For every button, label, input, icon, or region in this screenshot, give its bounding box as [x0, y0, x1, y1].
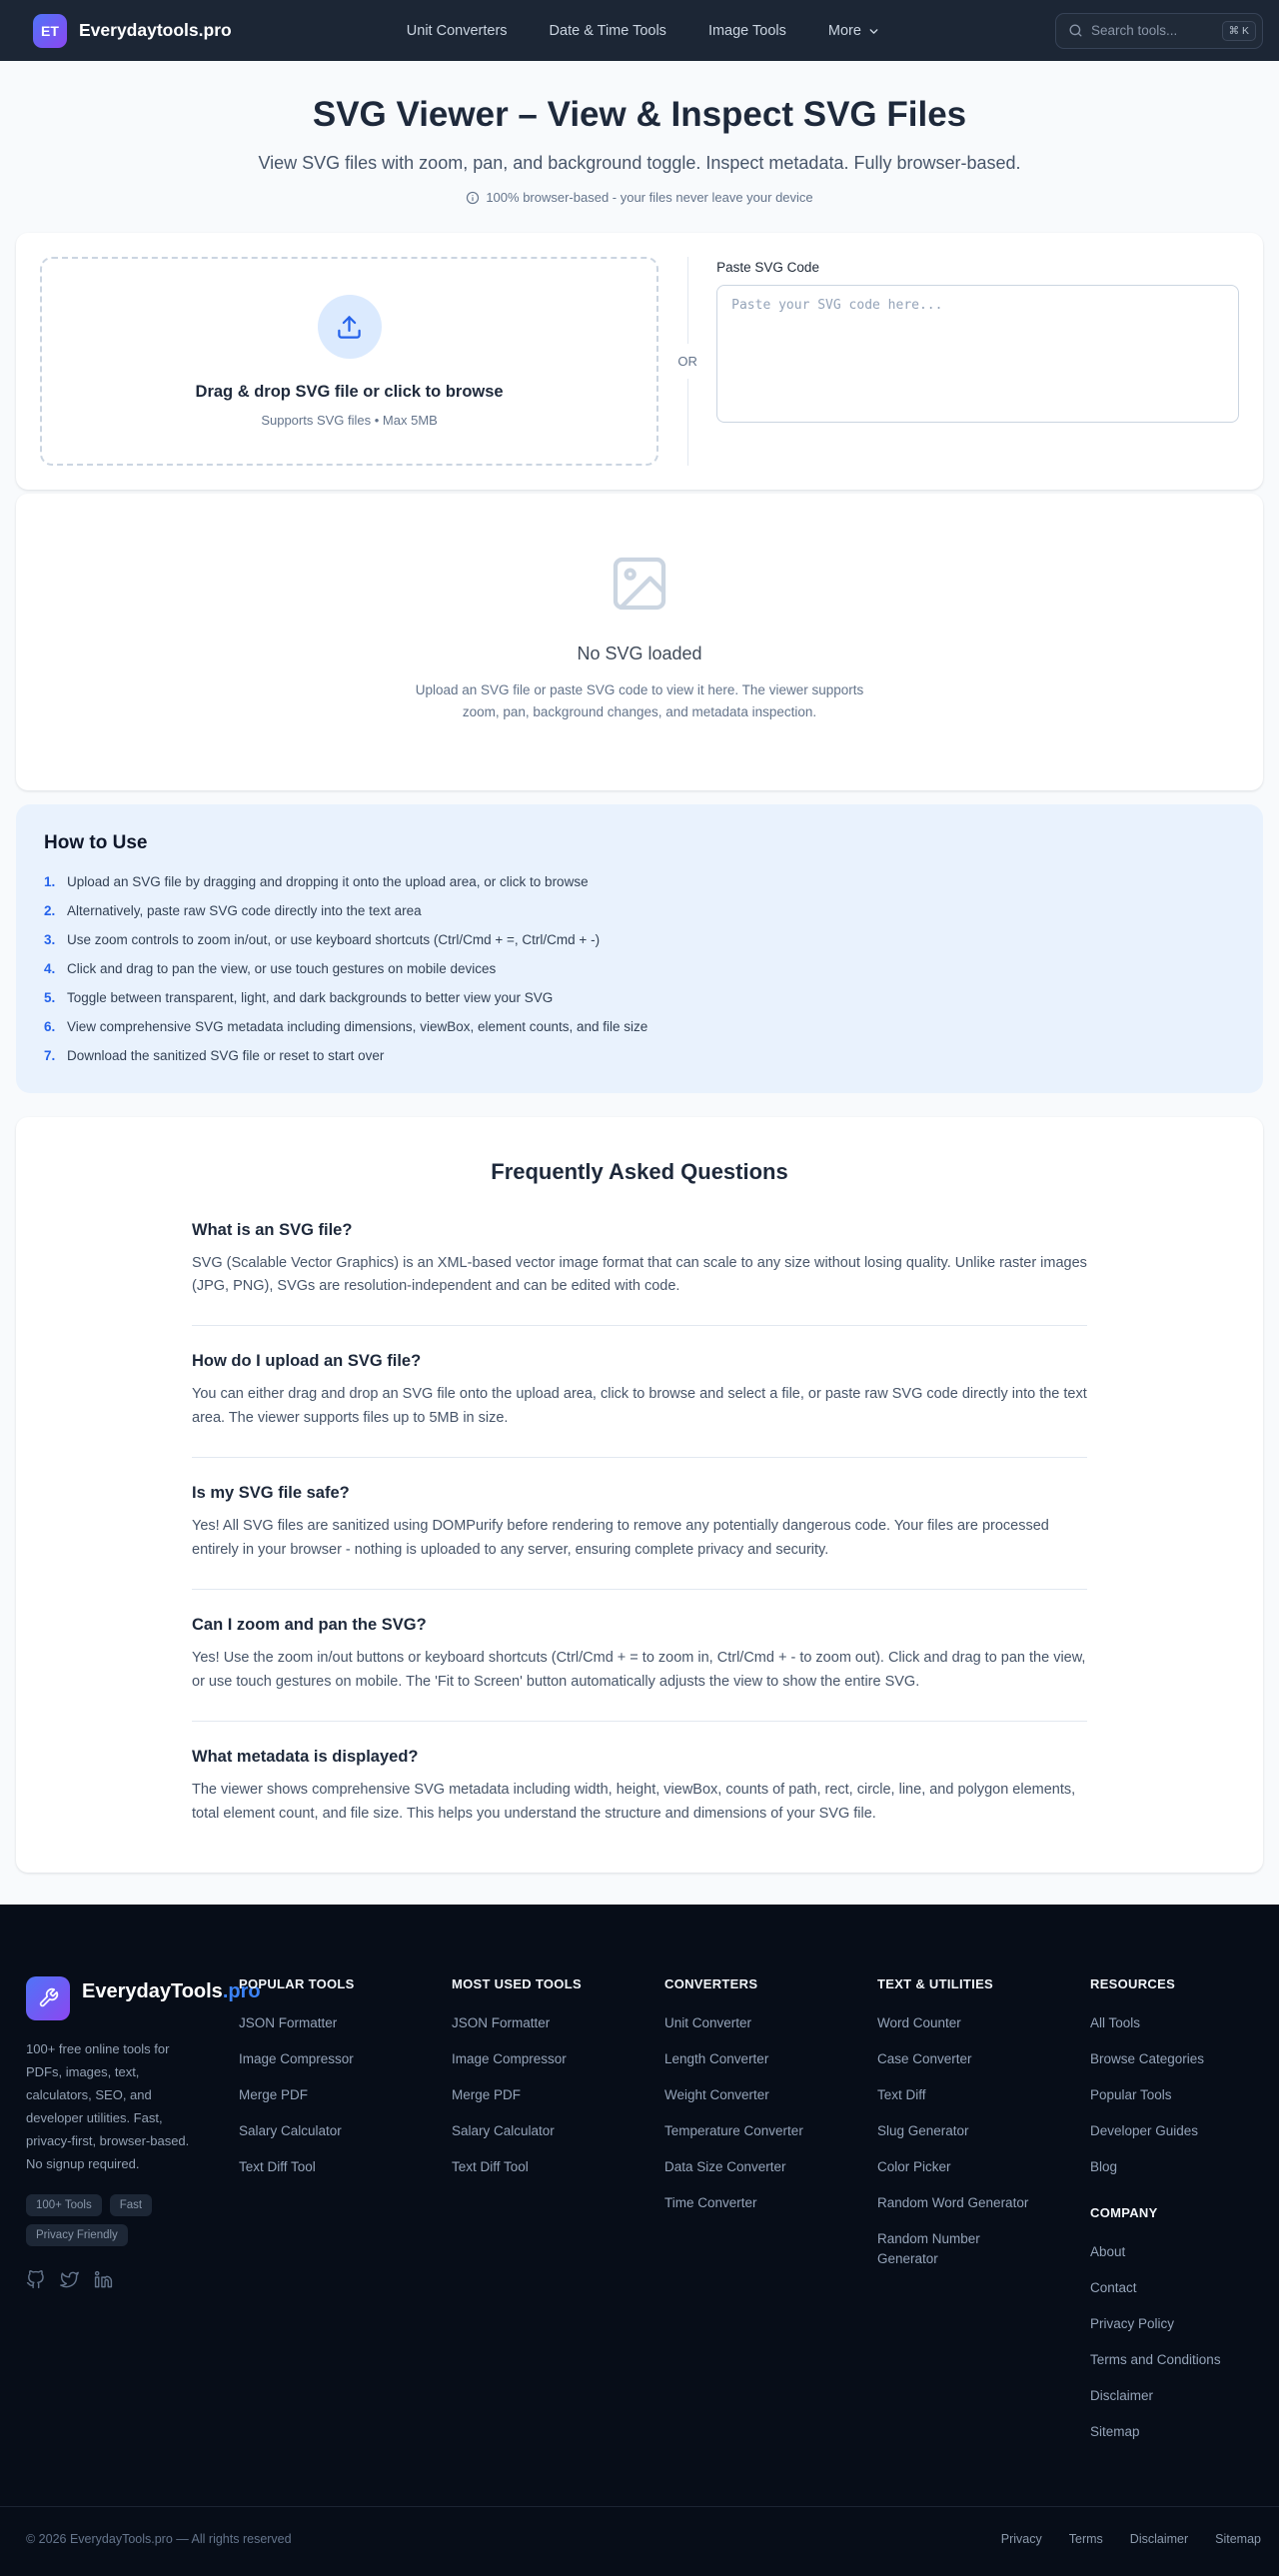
faq-answer: You can either drag and drop an SVG file onto the upload area, click to browse and select a file, or paste raw SVG code directly into the text area. The viewer supports files up to 5MB in size.: [192, 1386, 1087, 1427]
faq-answer: The viewer shows comprehensive SVG metadata including width, height, viewBox, counts of path, rect, circle, line, and polygon elements, total element count, and file size. This helps you understand the structure and dimensions of your SVG file.: [192, 1781, 1076, 1822]
footer-link-item: [239, 2121, 391, 2141]
footer-link-item: [664, 2085, 816, 2105]
footer-link[interactable]: Privacy Policy: [1090, 2315, 1175, 2331]
footer-brand-name: [82, 1978, 261, 2005]
footer-bottom-link[interactable]: Privacy: [1000, 2531, 1042, 2546]
footer-column-title: CONVERTERS: [664, 1975, 758, 1991]
footer-link[interactable]: JSON Formatter: [452, 2014, 551, 2030]
divider-line-top: [687, 257, 688, 344]
upload-card: [16, 233, 1263, 490]
footer-link[interactable]: Developer Guides: [1090, 2122, 1199, 2138]
dropzone-hint: Supports SVG files • Max 5MB: [261, 413, 438, 428]
footer-brand-head[interactable]: [26, 1976, 261, 2020]
faq-list: [192, 1221, 1087, 1827]
footer-link[interactable]: Text Diff: [877, 2086, 926, 2102]
step-number: 4.: [44, 960, 56, 976]
footer-column: [239, 1976, 405, 2458]
search-box[interactable]: [1055, 13, 1263, 49]
page-subtitle: View SVG files with zoom, pan, and background toggle. Inspect metadata. Fully browser-based.: [258, 153, 1021, 173]
footer-link[interactable]: Length Converter: [664, 2050, 769, 2066]
footer-bottom-link[interactable]: Terms: [1068, 2531, 1103, 2546]
footer-column-title: COMPANY: [1090, 2204, 1158, 2220]
faq-divider: [192, 1457, 1087, 1458]
footer-link[interactable]: Disclaimer: [1090, 2387, 1154, 2403]
footer-link[interactable]: Word Counter: [877, 2014, 961, 2030]
footer-bottom-link[interactable]: Sitemap: [1215, 2531, 1261, 2546]
footer-badge: 100+ Tools: [26, 2194, 102, 2216]
footer-link[interactable]: Random Number Generator: [877, 2231, 980, 2266]
footer-link[interactable]: Terms and Conditions: [1090, 2351, 1221, 2367]
footer-link[interactable]: Slug Generator: [877, 2122, 969, 2138]
footer-link-item: [452, 2121, 604, 2141]
footer-brand: [26, 1976, 261, 2458]
nav-more[interactable]: [828, 23, 880, 39]
howto-step: [44, 874, 1235, 889]
viewer-empty-description: Upload an SVG file or paste SVG code to view it here. The viewer supports zoom, pan, background changes, and metadata inspection.: [415, 682, 864, 720]
twitter-icon[interactable]: [60, 2270, 79, 2289]
copyright-text: © 2026 EverydayTools.pro — All rights reserved: [26, 2531, 292, 2546]
footer-link[interactable]: All Tools: [1090, 2014, 1141, 2030]
footer-bottom-links: [1001, 2532, 1261, 2546]
search-shortcut-kbd: ⌘ K: [1222, 21, 1256, 41]
faq-question: Is my SVG file safe?: [192, 1484, 350, 1503]
footer-bottom-bar: [0, 2506, 1279, 2576]
faq-answer: SVG (Scalable Vector Graphics) is an XML-based vector image format that can scale to any size without losing quality. Unlike raster images (JPG, PNG), SVGs are resolution-independent and can be edited with code.: [192, 1254, 1087, 1295]
footer-link-item: [1090, 2278, 1242, 2298]
site-header: [0, 0, 1279, 61]
howto-steps: [44, 874, 1235, 1063]
footer-link[interactable]: Text Diff Tool: [239, 2159, 316, 2174]
footer-links: [664, 2013, 816, 2213]
howto-step: [44, 961, 1235, 976]
footer-link[interactable]: Merge PDF: [239, 2086, 309, 2102]
footer-link-item: [664, 2013, 816, 2033]
footer-column: [664, 1976, 830, 2458]
footer-column: [1090, 1976, 1256, 2458]
footer-link-item: [239, 2157, 391, 2177]
footer-link[interactable]: Random Word Generator: [877, 2195, 1029, 2211]
footer-badges: [26, 2194, 198, 2246]
upload-icon-circle: [318, 295, 382, 359]
footer-description: 100+ free online tools for PDFs, images, text, calculators, SEO, and developer utilities. Fast, privacy-first, browser-based. No signup required.: [26, 2040, 190, 2172]
or-divider: [658, 257, 716, 466]
footer-link[interactable]: JSON Formatter: [239, 2014, 338, 2030]
faq-item: [192, 1616, 1087, 1695]
search-placeholder: Search tools...: [1091, 23, 1178, 38]
howto-step: [44, 903, 1235, 918]
footer-link-item: [1090, 2157, 1242, 2177]
privacy-note-text: 100% browser-based - your files never leave your device: [486, 190, 813, 205]
step-number: 6.: [44, 1018, 56, 1034]
footer-link[interactable]: Salary Calculator: [239, 2122, 342, 2138]
footer-link-item: [664, 2193, 816, 2213]
faq-divider: [192, 1721, 1087, 1722]
brand-logo-text: ET: [41, 22, 59, 39]
footer-brand-name-main: EverydayTools: [82, 1979, 223, 2002]
faq-question: Can I zoom and pan the SVG?: [192, 1616, 427, 1635]
footer-link-item: [239, 2013, 391, 2033]
faq-divider: [192, 1589, 1087, 1590]
footer-link-item: [877, 2013, 1029, 2033]
footer-link-item: [877, 2229, 1029, 2268]
footer-column-title: RESOURCES: [1090, 1975, 1176, 1991]
svg-viewer-card: [16, 494, 1263, 790]
footer-column-title: TEXT & UTILITIES: [877, 1975, 994, 1991]
footer-link-item: [452, 2049, 604, 2069]
search-icon: [1068, 23, 1083, 38]
main-container: [16, 233, 1263, 1873]
footer-links: [239, 2013, 391, 2177]
upload-icon: [336, 314, 363, 341]
footer-column: [452, 1976, 618, 2458]
step-text: View comprehensive SVG metadata including dimensions, viewBox, element counts, and file size: [67, 1018, 648, 1034]
privacy-note: [40, 190, 1239, 205]
footer-link-item: [877, 2157, 1029, 2177]
main-nav: [407, 23, 880, 39]
footer-link-item: [664, 2049, 816, 2069]
brand-name: Everydaytools.pro: [79, 20, 232, 40]
footer-column-title: POPULAR TOOLS: [239, 1975, 355, 1991]
footer-link-item: [1090, 2049, 1242, 2069]
footer-link[interactable]: Temperature Converter: [664, 2122, 803, 2138]
github-icon[interactable]: [26, 2270, 45, 2289]
footer-link-item: [239, 2049, 391, 2069]
faq-answer: Yes! Use the zoom in/out buttons or keyboard shortcuts (Ctrl/Cmd + = to zoom in, Ctrl/Cmd + - to zoom out). Click and drag to pan the view, or use touch gestures on mobile. The 'Fit to Screen' button automatically adjusts the view to show the entire SVG.: [192, 1650, 1086, 1690]
wrench-icon: [38, 1987, 59, 2008]
howto-step: [44, 1048, 1235, 1063]
step-text: Use zoom controls to zoom in/out, or use keyboard shortcuts (Ctrl/Cmd + =, Ctrl/Cmd + -): [67, 931, 601, 947]
footer-link[interactable]: Image Compressor: [452, 2050, 567, 2066]
viewer-empty-title: No SVG loaded: [577, 644, 702, 663]
page-title: SVG Viewer – View & Inspect SVG Files: [312, 95, 967, 134]
howto-step: [44, 932, 1235, 947]
footer-links: [1090, 2013, 1242, 2177]
step-number: 2.: [44, 902, 56, 918]
step-text: Click and drag to pan the view, or use touch gestures on mobile devices: [67, 960, 497, 976]
footer-column-title: MOST USED TOOLS: [452, 1975, 582, 1991]
footer-link[interactable]: Blog: [1090, 2159, 1118, 2174]
footer-link-item: [1090, 2085, 1242, 2105]
footer-link-item: [1090, 2242, 1242, 2262]
brand-logo: [33, 14, 67, 48]
footer-brand-name-suffix: .pro: [222, 1979, 261, 2002]
howto-step: [44, 1019, 1235, 1034]
footer-link-item: [1090, 2121, 1242, 2141]
nav-link[interactable]: Image Tools: [707, 22, 786, 39]
svg-code-input[interactable]: [716, 285, 1239, 423]
footer-link[interactable]: Case Converter: [877, 2050, 972, 2066]
step-number: 5.: [44, 989, 56, 1005]
footer-link-item: [1090, 2013, 1242, 2033]
header-brand[interactable]: [33, 14, 232, 48]
faq-item: [192, 1748, 1087, 1827]
faq-question: What metadata is displayed?: [192, 1747, 419, 1766]
footer-link[interactable]: Unit Converter: [664, 2014, 752, 2030]
howto-step: [44, 990, 1235, 1005]
footer-link-item: [452, 2013, 604, 2033]
footer-badge: Fast: [110, 2194, 152, 2216]
step-text: Download the sanitized SVG file or reset to start over: [67, 1047, 385, 1063]
chevron-down-icon: [867, 23, 880, 38]
file-dropzone[interactable]: [40, 257, 658, 466]
faq-title: Frequently Asked Questions: [491, 1158, 788, 1184]
faq-divider: [192, 1325, 1087, 1326]
faq-item: [192, 1221, 1087, 1300]
dropzone-title: Drag & drop SVG file or click to browse: [195, 383, 504, 401]
nav-link[interactable]: Date & Time Tools: [549, 22, 666, 39]
footer-link-item: [1090, 2314, 1242, 2334]
footer-links: [1090, 2242, 1242, 2442]
footer-link-item: [1090, 2386, 1242, 2406]
nav-link[interactable]: Unit Converters: [406, 22, 508, 39]
footer-link-item: [877, 2193, 1029, 2213]
footer-link[interactable]: Text Diff Tool: [452, 2159, 529, 2174]
faq-question: What is an SVG file?: [192, 1220, 353, 1239]
footer-column: [877, 1976, 1043, 2458]
nav-more-label: More: [827, 22, 861, 39]
footer-columns: [0, 1905, 1279, 2458]
step-text: Alternatively, paste raw SVG code directly into the text area: [67, 902, 422, 918]
footer-link[interactable]: Sitemap: [1090, 2423, 1140, 2439]
footer-link[interactable]: Popular Tools: [1090, 2086, 1172, 2102]
footer-bottom-link[interactable]: Disclaimer: [1129, 2531, 1189, 2546]
step-text: Toggle between transparent, light, and dark backgrounds to better view your SVG: [67, 989, 554, 1005]
step-text: Upload an SVG file by dragging and dropping it onto the upload area, or click to browse: [67, 873, 589, 889]
footer-link-item: [452, 2157, 604, 2177]
footer-link[interactable]: Image Compressor: [239, 2050, 354, 2066]
footer-link[interactable]: Browse Categories: [1090, 2050, 1205, 2066]
footer-link-item: [1090, 2422, 1242, 2442]
footer-link[interactable]: Data Size Converter: [664, 2159, 786, 2174]
footer-link[interactable]: Color Picker: [877, 2159, 951, 2174]
hero-section: [0, 61, 1279, 233]
image-placeholder-icon: [608, 552, 671, 616]
info-icon: [466, 191, 480, 205]
footer-link[interactable]: About: [1090, 2243, 1126, 2259]
footer-link-item: [452, 2085, 604, 2105]
footer-link-item: [877, 2049, 1029, 2069]
footer-link[interactable]: Contact: [1090, 2279, 1137, 2295]
footer-socials: [26, 2270, 192, 2289]
footer-logo: [26, 1976, 70, 2020]
footer-badge: Privacy Friendly: [26, 2224, 128, 2246]
faq-question: How do I upload an SVG file?: [192, 1352, 422, 1371]
how-to-use-title: How to Use: [44, 831, 148, 853]
faq-section: [16, 1117, 1263, 1873]
step-number: 7.: [44, 1047, 56, 1063]
footer-link[interactable]: Weight Converter: [664, 2086, 769, 2102]
linkedin-icon[interactable]: [94, 2270, 113, 2289]
faq-item: [192, 1352, 1087, 1431]
footer-link-item: [664, 2157, 816, 2177]
site-footer: [0, 1905, 1279, 2576]
divider-line-bottom: [687, 379, 688, 466]
faq-answer: Yes! All SVG files are sanitized using DOMPurify before rendering to remove any potentially dangerous code. Your files are processed entirely in your browser - nothing is uploaded to any server, ensuring complete privacy and security.: [192, 1518, 1049, 1559]
footer-link-item: [239, 2085, 391, 2105]
footer-link-item: [664, 2121, 816, 2141]
faq-item: [192, 1484, 1087, 1563]
paste-code-label: Paste SVG Code: [716, 260, 819, 275]
footer-links: [452, 2013, 604, 2177]
footer-link-item: [877, 2121, 1029, 2141]
footer-link[interactable]: Time Converter: [664, 2195, 757, 2211]
how-to-use-section: [16, 804, 1263, 1093]
footer-links: [877, 2013, 1029, 2269]
paste-column: [716, 257, 1239, 466]
footer-link[interactable]: Merge PDF: [452, 2086, 522, 2102]
footer-link-item: [877, 2085, 1029, 2105]
footer-link[interactable]: Salary Calculator: [452, 2122, 555, 2138]
or-label: OR: [677, 354, 697, 369]
step-number: 3.: [44, 931, 56, 947]
footer-link-item: [1090, 2350, 1242, 2370]
step-number: 1.: [44, 873, 56, 889]
